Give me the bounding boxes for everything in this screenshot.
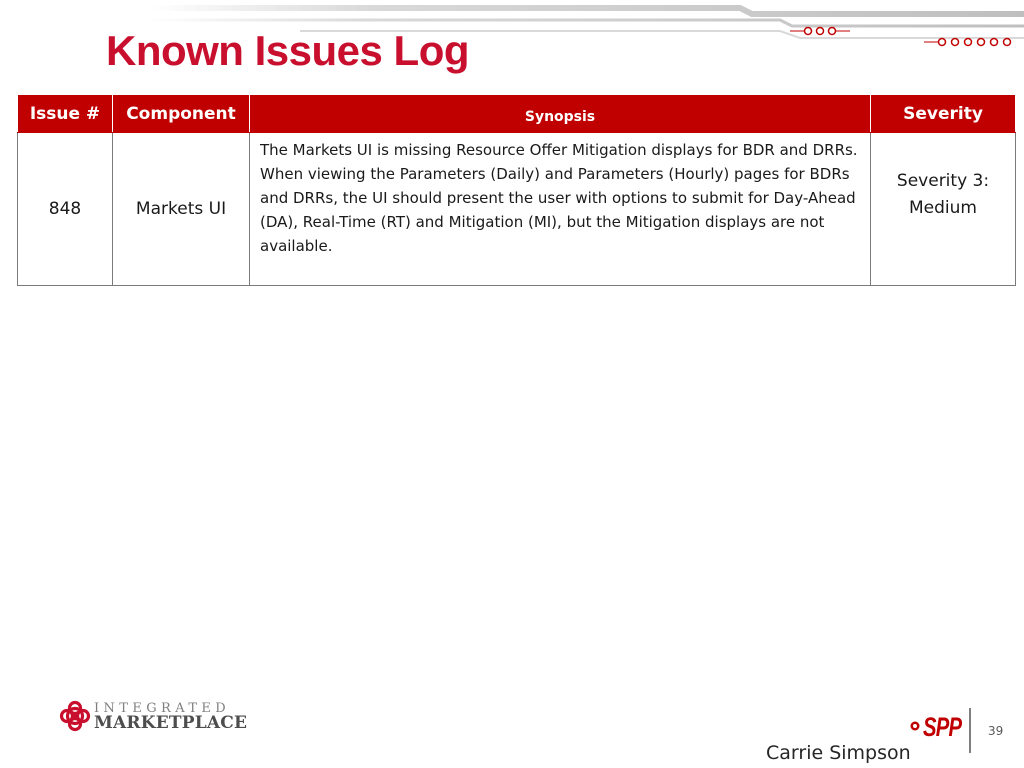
logo-text-top: INTEGRATED <box>94 701 231 716</box>
known-issues-table <box>17 94 1016 286</box>
presenter-name: Carrie Simpson <box>766 742 911 764</box>
severity-label: Medium <box>909 198 977 218</box>
logo-text-bottom: MARKETPLACE <box>94 713 248 733</box>
column-header-component: Component <box>113 95 250 133</box>
column-header-severity: Severity <box>871 95 1016 133</box>
page-number: 39 <box>988 724 1004 738</box>
column-header-issue: Issue # <box>18 95 113 133</box>
severity-level: Severity 3: <box>896 171 990 191</box>
table-row <box>18 133 1016 286</box>
component-cell: Markets UI <box>113 133 250 286</box>
footer-divider <box>969 708 971 753</box>
issue-number-cell: 848 <box>18 133 113 286</box>
table-header-row <box>18 95 1016 133</box>
page-title: Known Issues Log <box>106 27 470 74</box>
spp-logo-text: SPP <box>923 712 962 742</box>
severity-cell <box>871 133 1016 286</box>
synopsis-cell: The Markets UI is missing Resource Offer Mitigation displays for BDR and DRRs. When viewing the Parameters (Daily) and Parameters (Hourly) pages for BDRs and DRRs, the UI should present the user with options to submit for Day-Ahead (DA), Real-Time (RT) and Mitigation (MI), but the Mitigation displays are not available. <box>250 133 871 286</box>
column-header-synopsis: Synopsis <box>250 95 871 133</box>
